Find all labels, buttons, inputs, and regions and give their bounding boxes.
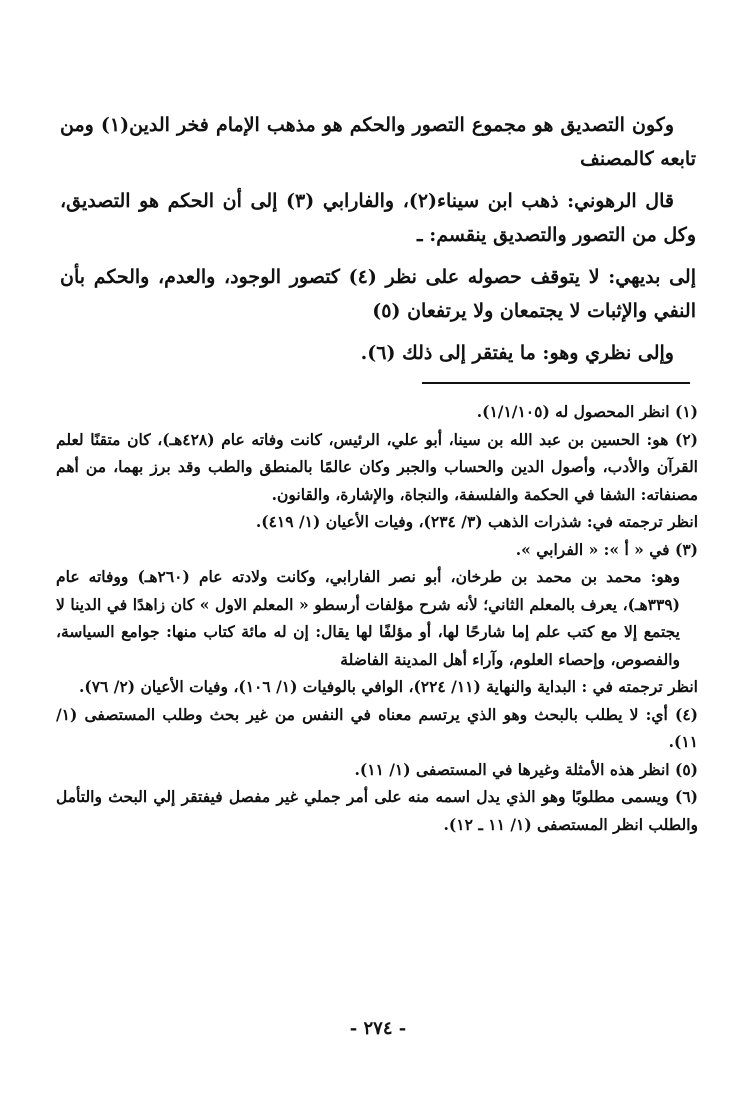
footnotes (56, 398, 698, 838)
paragraph: وإلى نظري وهو: ما يفتقر إلى ذلك (٦). (360, 342, 674, 364)
main-text (60, 108, 696, 378)
footnote-continuation: وهو: محمد بن محمد بن طرخان، أبو نصر الفارابي، وكانت ولادته عام (٢٦٠هـ) ووفاته عام (٣٣٩هـ)، يعرف بالمعلم الثاني؛ لأنه شرح مؤلفات أرسطو « المعلم الاول » كان زاهدًا في الدينا لا يجتمع إلا مع كتب علم إما شارحًا لها، أو مؤلفًا لها يقال: إن له مائة كتاب منها: جوامع السياسة، والفصوص، وإحصاء العلوم، وآراء أهل المدينة الفاضلة (56, 567, 681, 669)
footnote: (٦) ويسمى مطلوبًا وهو الذي يدل اسمه منه على أمر جملي غير مفصل فيفتقر إلي البحث والتأمل والطلب انظر المستصفى (١/ ١١ ـ ١٢). (56, 787, 698, 834)
paragraph: قال الرهوني: ذهب ابن سيناء(٢)، والفارابي (٣) إلى أن الحكم هو التصديق، وكل من التصور والتصديق ينقسم: ـ (60, 190, 696, 246)
footnote: (٤) أي: لا يطلب بالبحث وهو الذي يرتسم معناه في النفس من غير بحث وطلب المستصفى (١/ ١١). (56, 704, 698, 751)
page-number: - ٢٧٤ - (349, 1018, 407, 1039)
footnote-continuation: انظر ترجمته في: شذرات الذهب (٣/ ٢٣٤)، وفيات الأعيان (١/ ٤١٩). (255, 512, 698, 531)
paragraph: إلى بديهي: لا يتوقف حصوله على نظر (٤) كتصور الوجود، والعدم، والحكم بأن النفي والإثبات لا يجتمعان ولا يرتفعان (٥) (60, 266, 696, 322)
footnote: (٥) انظر هذه الأمثلة وغيرها في المستصفى (١/ ١١). (354, 759, 698, 779)
footnote: (٣) في « أ »: « الفرابي ». (515, 539, 698, 559)
footnote: (٢) هو: الحسين بن عبد الله بن سينا، أبو علي، الرئيس، كانت وفاته عام (٤٢٨هـ)، كان متقنًا لعلم القرآن والأدب، وأصول الدين والحساب والجبر وكان عالمًا بالمنطق والطب وقد برز بهما، من أهم مصنفاته: الشفا في الحكمة والفلسفة، والنجاة، والإشارة، والقانون. (56, 429, 699, 504)
paragraph: وكون التصديق هو مجموع التصور والحكم هو مذهب الإمام فخر الدين(١) ومن تابعه كالمصنف (60, 114, 696, 170)
footnote-continuation: انظر ترجمته في : البداية والنهاية (١١/ ٢٢٤)، الوافي بالوفيات (١/ ١٠٦)، وفيات الأعيان (٢/ ٧٦). (78, 677, 698, 696)
footnote: (١) انظر المحصول له (١/١/١٠٥). (476, 402, 698, 421)
footnote-separator (422, 382, 690, 384)
